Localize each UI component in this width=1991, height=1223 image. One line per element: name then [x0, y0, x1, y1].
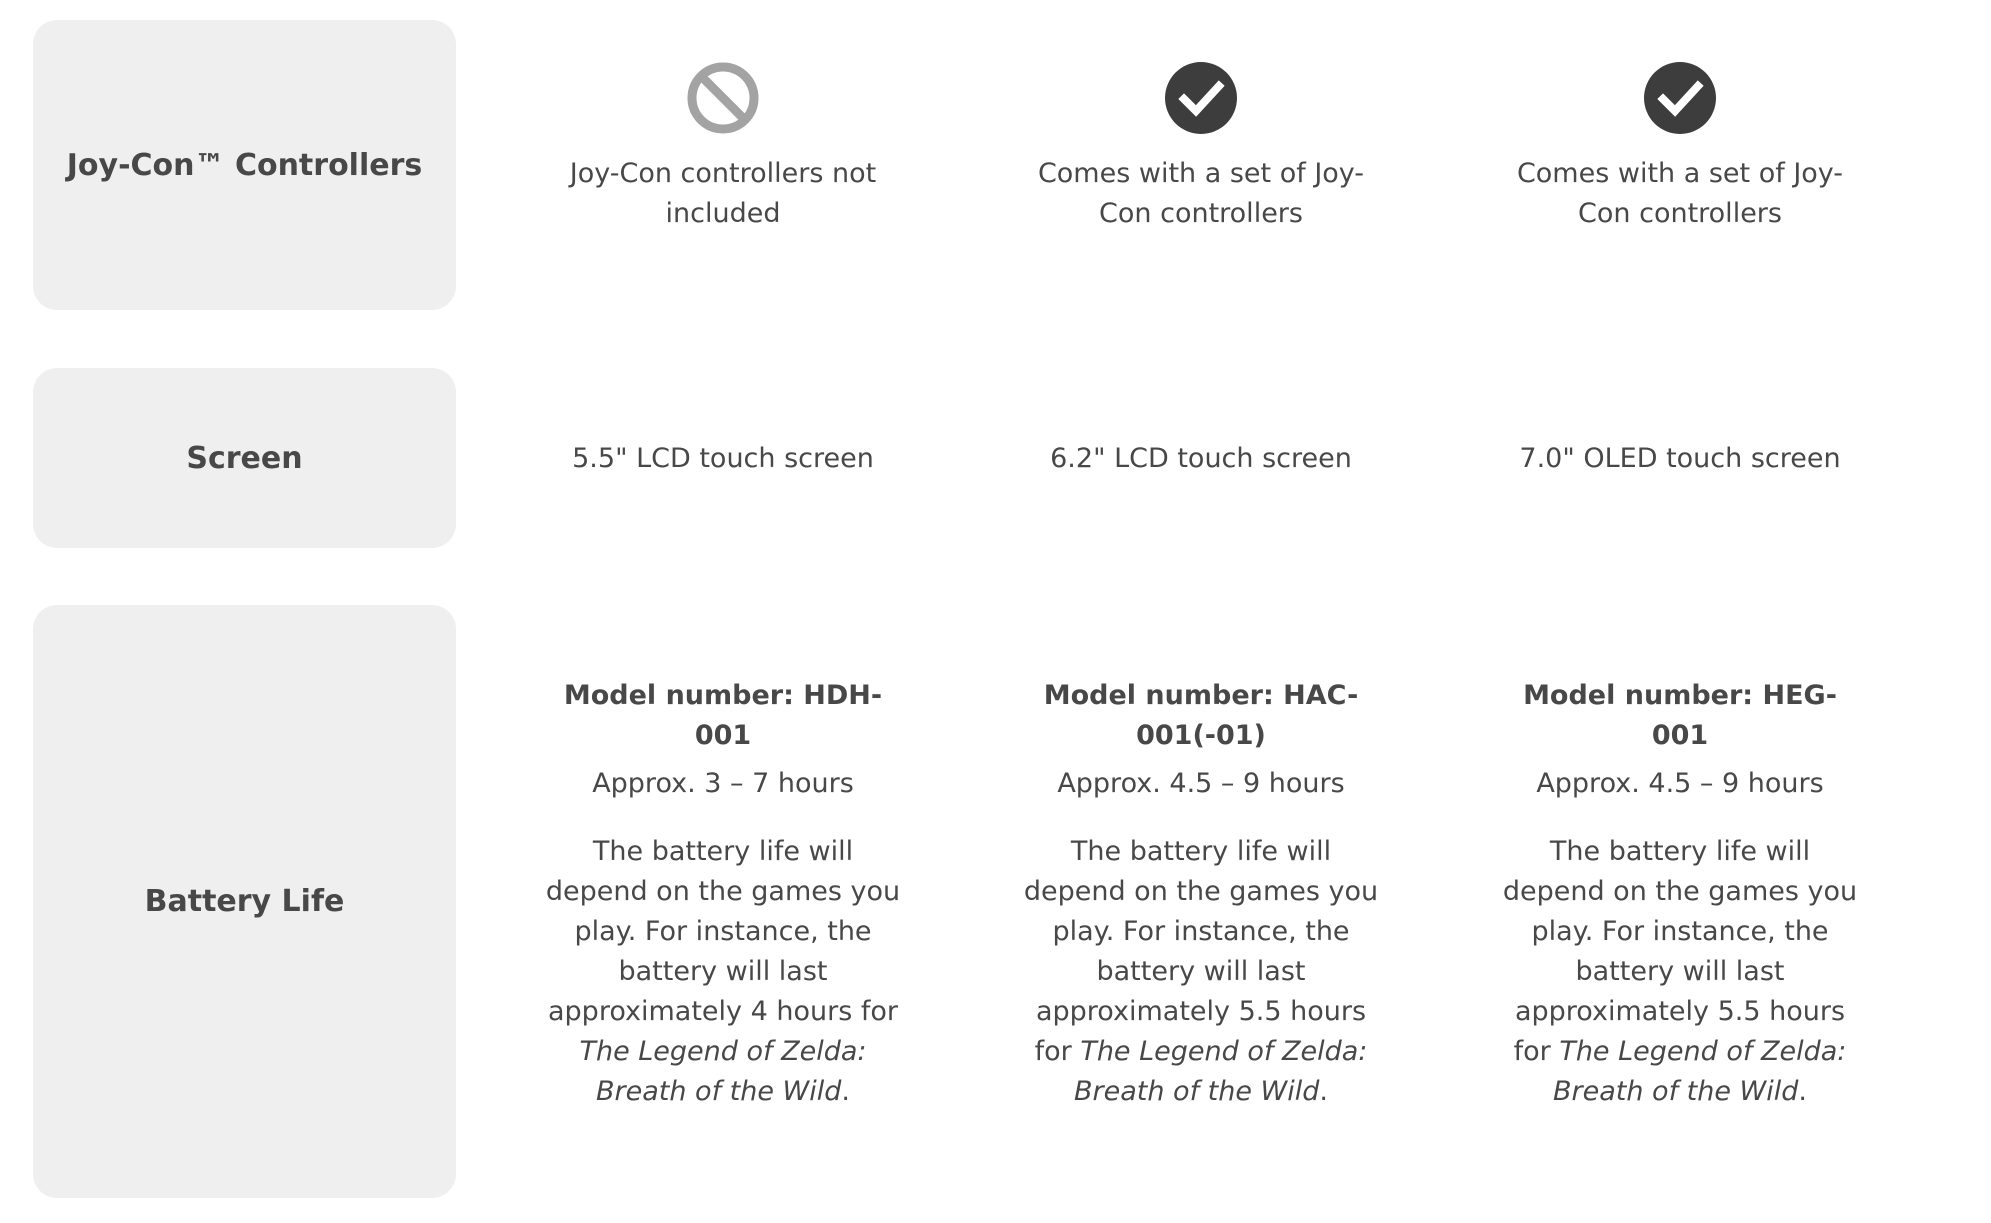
- battery-cell-3: [1500, 676, 1860, 1112]
- prohibited-icon: [687, 62, 759, 134]
- joycon-text: Comes with a set of Joy-Con controllers: [1037, 158, 1365, 229]
- game-title: The Legend of Zelda: Breath of the Wild: [1074, 1036, 1368, 1107]
- joycon-text: Joy-Con controllers not included: [569, 158, 877, 229]
- battery-hours: Approx. 4.5 – 9 hours: [1057, 768, 1345, 799]
- screen-cell-3: [1500, 439, 1860, 479]
- battery-note-text: The battery life will depend on the games you play. For instance, the battery will last approximately 4 hours for: [545, 836, 901, 1027]
- screen-text: 7.0" OLED touch screen: [1519, 443, 1841, 474]
- battery-note: [543, 832, 903, 1112]
- screen-cell-2: [1021, 439, 1381, 479]
- note-period: .: [1319, 1076, 1328, 1107]
- row-label-battery-life: [33, 605, 456, 1198]
- screen-text: 5.5" LCD touch screen: [572, 443, 874, 474]
- joycon-cell-3: [1500, 62, 1860, 234]
- checkmark-circle-icon: [1644, 62, 1716, 134]
- model-number: Model number: HEG-001: [1523, 680, 1837, 751]
- joycon-cell-2: [1021, 62, 1381, 234]
- row-label-text: Battery Life: [144, 884, 345, 919]
- battery-note: [1021, 832, 1381, 1112]
- joycon-cell-1: [543, 62, 903, 234]
- battery-note-text: The battery life will depend on the games you play. For instance, the battery will last approximately 5.5 hours for: [1502, 836, 1858, 1067]
- battery-note: [1500, 832, 1860, 1112]
- game-title: The Legend of Zelda: Breath of the Wild: [579, 1036, 867, 1107]
- model-number: Model number: HDH-001: [563, 680, 883, 751]
- note-period: .: [841, 1076, 850, 1107]
- screen-cell-1: [543, 439, 903, 479]
- battery-hours: Approx. 3 – 7 hours: [592, 768, 854, 799]
- note-period: .: [1798, 1076, 1807, 1107]
- model-number: Model number: HAC-001(-01): [1043, 680, 1359, 751]
- row-label-screen: [33, 368, 456, 548]
- joycon-text: Comes with a set of Joy-Con controllers: [1516, 158, 1844, 229]
- row-label-text: Joy-Con™ Controllers: [66, 147, 423, 183]
- battery-cell-2: [1021, 676, 1381, 1112]
- row-label-text: Screen: [186, 440, 303, 476]
- screen-text: 6.2" LCD touch screen: [1050, 443, 1352, 474]
- checkmark-circle-icon: [1165, 62, 1237, 134]
- game-title: The Legend of Zelda: Breath of the Wild: [1553, 1036, 1847, 1107]
- row-label-joycon-controllers: [33, 20, 456, 310]
- battery-note-text: The battery life will depend on the games you play. For instance, the battery will last approximately 5.5 hours for: [1023, 836, 1379, 1067]
- battery-hours: Approx. 4.5 – 9 hours: [1536, 768, 1824, 799]
- battery-cell-1: [543, 676, 903, 1112]
